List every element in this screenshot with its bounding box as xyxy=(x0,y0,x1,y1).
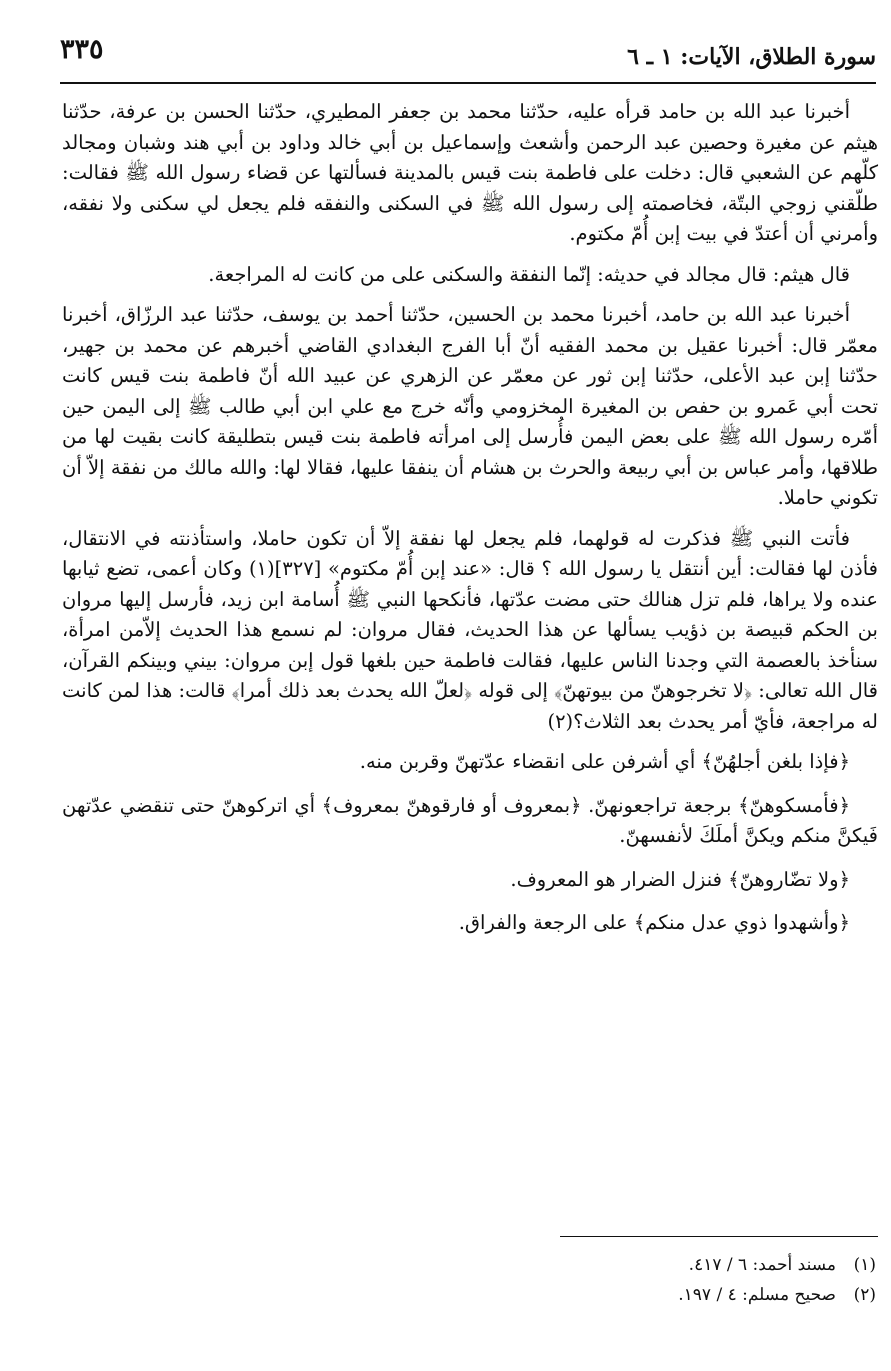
footnote-number: (٢) xyxy=(853,1285,876,1305)
footnote-item xyxy=(276,1280,876,1310)
footnote-text: مسند أحمد: ٦ / ٤١٧. xyxy=(688,1255,836,1275)
footnote-rule xyxy=(560,1236,878,1237)
paragraph-hadith-1: أخبرنا عبد الله بن حامد قرأه عليه، حدّثنا محمد بن جعفر المطيري، حدّثنا الحسن بن عرفة، حدّثنا هيثم عن مغيرة وحصين عبد الرحمن وأشعث وإسماعيل بن أبي خالد وداود بن أبي هند وشبان ومجالد كلّهم عن الشعبي قال: دخلت على فاطمة بنت قيس بالمدينة فسألتها عن قضاء رسول الله ﷺ فقالت: طلّقني زوجي البتّة، فخاصمته إلى رسول الله ﷺ في السكنى والنفقه فلم يجعل لي سكنى ولا نفقه، وأمرني أن أعتدّ في بيت إبن أُمّ مكتوم. xyxy=(62,100,878,245)
main-text xyxy=(62,97,878,952)
page-number: ٣٣٥ xyxy=(60,34,104,65)
paragraph-hadith-2: أخبرنا عبد الله بن حامد، أخبرنا محمد بن الحسين، حدّثنا أحمد بن يوسف، حدّثنا عبد الرزّاق، أخبرنا معمّر قال: أخبرنا عقيل بن محمد الفقيه أنّ أبا الفرج البغدادي القاضي أخبرهم عن محمد بن جهير، حدّثنا إبن عبد الأعلى، حدّثنا إبن ثور عن معمّر عن الزهري عن عبيد الله أنّ فاطمة بنت قيس كانت تحت أبي عَمرو بن حفص بن المغيرة المخزومي وأنّه خرج مع علي ابن أبي طالب ﷺ إلى اليمن حين أمّره رسول الله ﷺ على بعض اليمن فأُرسل إلى امرأته فاطمة بنت قيس بتطليقة كانت بقيت لها من طلاقها، وأمر عباس بن أبي ربيعة والحرث بن هشام أن ينفقا عليها، فقالا لها: والله مالك من نفقة إلاّ أن تكوني حاملا. xyxy=(62,303,878,509)
paragraph-haytham: قال هيثم: قال مجالد في حديثه: إنّما النفقة والسكنى على من كانت له المراجعة. xyxy=(208,262,850,286)
footnote-item xyxy=(276,1250,876,1280)
footnote-text: صحيح مسلم: ٤ / ١٩٧. xyxy=(678,1285,836,1305)
page-header xyxy=(60,28,876,84)
footnote-number: (١) xyxy=(853,1255,876,1275)
surah-title: سورة الطلاق، الآيات: ١ ـ ٦ xyxy=(627,44,876,70)
paragraph-hadith-3: فأتت النبي ﷺ فذكرت له قولهما، فلم يجعل لها نفقة إلاّ أن تكون حاملا، واستأذنته في الانتقال، فأذن لها فقالت: أين أنتقل يا رسول الله ؟ قال: «عند إبن أُمّ مكتوم» [٣٢٧](١) وكان أعمى، تضع ثيابها عنده ولا يراها، فلم تزل هنالك حتى مضت عدّتها، فأنكحها النبي ﷺ أُسامة ابن زيد، فأرسل إليها مروان بن الحكم قبيصة بن ذؤيب يسألها عن هذا الحديث، فقال مروان: لم نسمع هذا الحديث إلاّمن امرأة، سنأخذ بالعصمة التي وجدنا الناس عليها، فقالت فاطمة حين بلغها قول إبن مروان: بيني وبينكم القرآن، قال الله تعالى: ﴿لا تخرجوهنّ من بيوتهنّ﴾ إلى قوله ﴿لعلّ الله يحدث بعد ذلك أمرا﴾ قالت: هذا لمن كانت له مراجعة، فأيّ أمر يحدث بعد الثلاث؟(٢) xyxy=(62,526,878,733)
paragraph-tafsir-3: ﴿ولا تضّاروهنّ﴾ فنزل الضرار هو المعروف. xyxy=(510,867,850,891)
paragraph-tafsir-2: ﴿فأمسكوهنّ﴾ برجعة تراجعونهنّ. ﴿بمعروف أو فارقوهنّ بمعروف﴾ أي اتركوهنّ حتى تنقضي عدّتهن فَيكنَّ منكم ويكنَّ أملَكَ لأنفسهنّ. xyxy=(62,793,878,847)
footnotes xyxy=(276,1250,876,1310)
paragraph-tafsir-4: ﴿وأشهدوا ذوي عدل منكم﴾ على الرجعة والفراق. xyxy=(458,911,850,934)
header-rule xyxy=(60,82,876,84)
paragraph-tafsir-1: ﴿فإذا بلغن أجلهُنّ﴾ أي أشرفن على انقضاء عدّتهنّ وقربن منه. xyxy=(359,750,850,773)
